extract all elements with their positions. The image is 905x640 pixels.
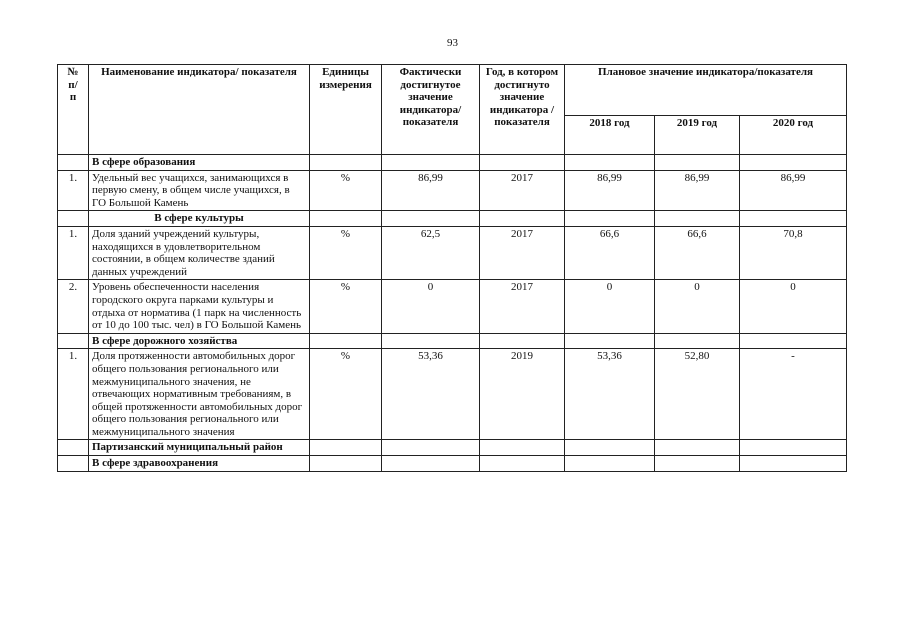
row-actual: 62,5 xyxy=(382,226,480,279)
section-title: В сфере культуры xyxy=(89,211,310,227)
table-row xyxy=(58,226,847,279)
row-2020: 86,99 xyxy=(740,170,847,211)
row-2020: 70,8 xyxy=(740,226,847,279)
row-num: 1. xyxy=(58,226,89,279)
row-num: 1. xyxy=(58,349,89,440)
row-2019: 86,99 xyxy=(655,170,740,211)
row-2018: 0 xyxy=(565,280,655,333)
row-units: % xyxy=(310,226,382,279)
row-year: 2019 xyxy=(480,349,565,440)
row-actual: 53,36 xyxy=(382,349,480,440)
row-2019: 66,6 xyxy=(655,226,740,279)
row-2018: 66,6 xyxy=(565,226,655,279)
header-2018: 2018 год xyxy=(565,116,655,155)
section-title: В сфере здравоохранения xyxy=(89,456,310,472)
section-row-roads xyxy=(58,333,847,349)
row-num: 2. xyxy=(58,280,89,333)
row-2020: 0 xyxy=(740,280,847,333)
header-2019: 2019 год xyxy=(655,116,740,155)
table-row xyxy=(58,280,847,333)
table-header-row xyxy=(58,65,847,116)
row-name: Уровень обеспеченности населения городского округа парками культуры и отдыха от норматива (1 парк на численность от 10 до 100 тыс. чел) в ГО Большой Камень xyxy=(89,280,310,333)
section-title: Партизанский муниципальный район xyxy=(89,440,310,456)
header-name: Наименование индикатора/ показателя xyxy=(89,65,310,155)
section-row-culture xyxy=(58,211,847,227)
table-row xyxy=(58,349,847,440)
row-name: Удельный вес учащихся, занимающихся в первую смену, в общем числе учащихся, в ГО Большой Камень xyxy=(89,170,310,211)
row-year: 2017 xyxy=(480,280,565,333)
section-title: В сфере образования xyxy=(89,155,310,171)
row-name: Доля зданий учреждений культуры, находящихся в удовлетворительном состоянии, в общем количестве зданий данных учреждений xyxy=(89,226,310,279)
row-2020: - xyxy=(740,349,847,440)
section-row-health xyxy=(58,456,847,472)
row-year: 2017 xyxy=(480,170,565,211)
row-name: Доля протяженности автомобильных дорог общего пользования регионального или межмуниципального значения, не отвечающих нормативным требованиям, в общей протяженности автомобильных дорог общего пользования регионального или межмуниципального значения xyxy=(89,349,310,440)
row-units: % xyxy=(310,280,382,333)
row-units: % xyxy=(310,170,382,211)
table-row xyxy=(58,170,847,211)
header-units: Единицы измерения xyxy=(310,65,382,155)
header-plan: Плановое значение индикатора/показателя xyxy=(565,65,847,116)
section-row-partizansky xyxy=(58,440,847,456)
header-2020: 2020 год xyxy=(740,116,847,155)
header-year: Год, в котором достигнуто значение индикатора /показателя xyxy=(480,65,565,155)
section-row-education xyxy=(58,155,847,171)
row-units: % xyxy=(310,349,382,440)
row-num: 1. xyxy=(58,170,89,211)
page-number: 93 xyxy=(447,37,458,49)
row-2019: 0 xyxy=(655,280,740,333)
header-num: № п/ п xyxy=(58,65,89,155)
row-2019: 52,80 xyxy=(655,349,740,440)
section-title: В сфере дорожного хозяйства xyxy=(89,333,310,349)
row-2018: 53,36 xyxy=(565,349,655,440)
header-actual: Фактически достигнутое значение индикатора/ показателя xyxy=(382,65,480,155)
row-2018: 86,99 xyxy=(565,170,655,211)
row-actual: 86,99 xyxy=(382,170,480,211)
indicators-table xyxy=(57,64,847,472)
row-year: 2017 xyxy=(480,226,565,279)
row-actual: 0 xyxy=(382,280,480,333)
